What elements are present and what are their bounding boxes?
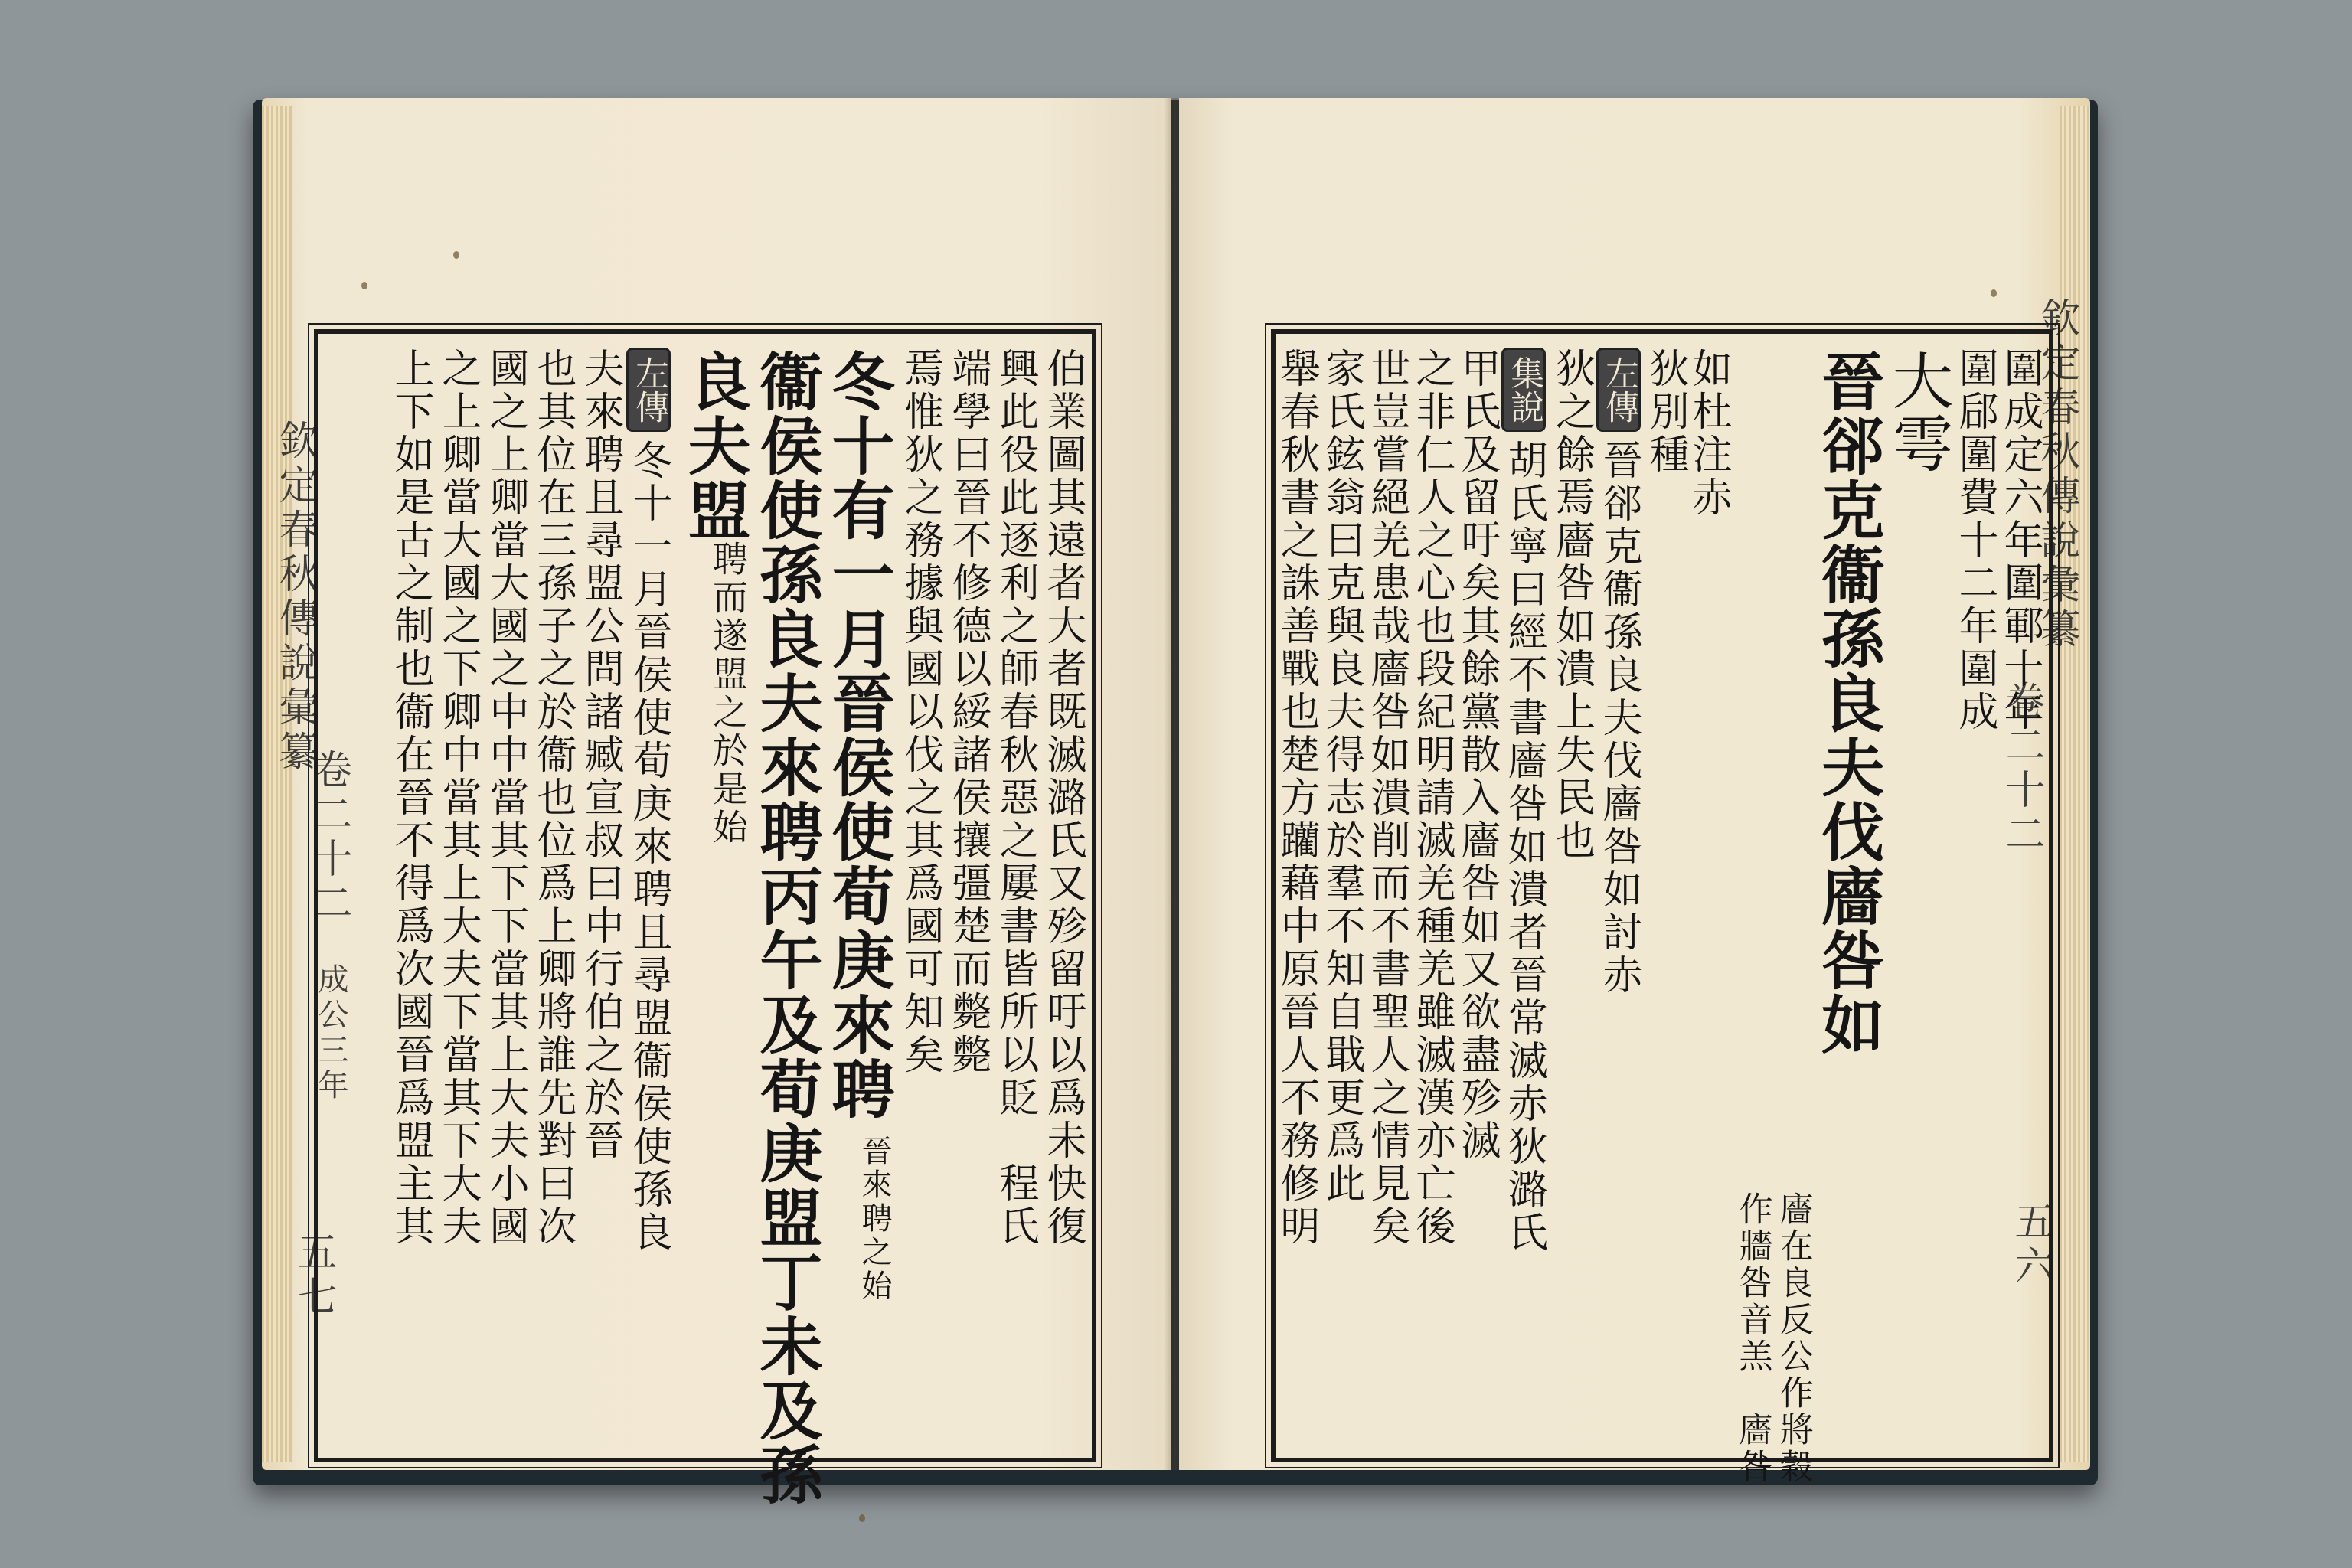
ink-spot xyxy=(453,251,459,259)
left-column-5-main: 冬十有一月晉侯使荀庚來聘 xyxy=(822,349,895,1121)
left-column-7-main: 良夫盟 xyxy=(678,349,751,542)
right-column-5: 廧在良反公作將穀 xyxy=(1773,1191,1813,1485)
left-column-1: 伯業圖其遠者大者既滅潞氏又殄留吁以爲未快復 xyxy=(1040,348,1086,1248)
left-page-number: 五七 xyxy=(290,1231,336,1320)
left-column-7-group xyxy=(678,334,751,1458)
right-margin-title: 欽定春秋傳說彙纂 xyxy=(2034,297,2079,652)
left-column-12: 之上卿當大國之下卿中當其上大夫下當其下大夫 xyxy=(435,348,481,1248)
left-column-5-note: 晉來聘之始 xyxy=(857,1135,892,1303)
zuozhuan-badge: 左傳 xyxy=(1596,348,1641,432)
left-column-7-note: 聘而遂盟之於是始 xyxy=(707,541,749,847)
right-column-1: 圍成定六年圍鄆十年 xyxy=(1997,348,2043,733)
left-chapter-label: 成公三年 xyxy=(313,963,348,1104)
right-column-9: 晉郤克衞孫良夫伐廧咎如討赤 xyxy=(1595,439,1642,997)
right-column-title: 大雩 xyxy=(1882,349,1954,475)
jishuo-badge: 集說 xyxy=(1501,348,1546,432)
right-text-columns xyxy=(1273,334,2049,1485)
right-volume-label: 卷二十二 xyxy=(1998,680,2044,858)
left-text-columns xyxy=(318,334,1092,1507)
ink-spot xyxy=(1991,289,1997,297)
right-page xyxy=(1179,98,2090,1485)
right-column-4-group xyxy=(1811,334,1885,1458)
right-column-9-group xyxy=(1596,334,1642,1458)
right-column-10: 狄之餘焉廧咎如潰上失民也 xyxy=(1548,348,1595,862)
left-page xyxy=(262,98,1171,1507)
right-column-12: 甲氏及留吁矣其餘黨散入廧咎如又欲盡殄滅 xyxy=(1453,348,1500,1162)
right-column-13: 之非仁人之心也段紀明請滅羌種羌雖滅漢亦亡後 xyxy=(1408,348,1455,1248)
left-column-8-group xyxy=(625,334,672,1458)
ink-spot xyxy=(361,282,368,289)
right-column-14: 世豈嘗絕羌患哉廧咎如潰削而不書聖人之情見矣 xyxy=(1364,348,1410,1248)
right-column-2: 圍郈圍費十二年圍成 xyxy=(1952,348,1998,733)
left-volume-label: 卷二十二 xyxy=(305,749,351,926)
right-column-16: 舉春秋書之誅善戰也楚方躪藉中原晉人不務修明 xyxy=(1273,348,1320,1248)
ink-spot xyxy=(859,1514,865,1522)
zuozhuan-badge: 左傳 xyxy=(626,348,671,432)
left-margin-title: 欽定春秋傳說彙纂 xyxy=(272,420,318,775)
right-text-frame xyxy=(1271,329,2053,1485)
left-column-6-main: 衞侯使孫良夫來聘丙午及荀庚盟丁未及孫 xyxy=(750,349,823,1507)
left-column-13: 上下如是古之制也衞在晉不得爲次國晉爲盟主其 xyxy=(387,348,433,1248)
left-text-frame xyxy=(314,329,1096,1507)
left-column-10: 也其位在三孫子之於衞也位爲上卿將誰先對曰次 xyxy=(530,348,576,1248)
right-column-11-group xyxy=(1501,334,1547,1458)
left-column-3: 端學曰晉不修德以綏諸侯攘彊楚而斃斃 xyxy=(945,348,991,1076)
right-column-4-main: 晉郤克衞孫良夫伐廧咎如 xyxy=(1811,349,1885,1057)
right-column-7: 如杜注赤 xyxy=(1685,348,1732,519)
left-column-9: 夫來聘且尋盟公問諸臧宣叔曰中行伯之於晉 xyxy=(577,348,623,1162)
right-column-6: 作牆咎音羔 廧咎 xyxy=(1733,1191,1772,1485)
left-column-5-group xyxy=(822,334,895,1458)
left-column-4: 焉惟狄之務據與國以伐之其爲國可知矣 xyxy=(897,348,943,1076)
right-column-8: 狄別種 xyxy=(1642,348,1689,476)
left-column-11: 國之上卿當大國之中中當其下下當其上大夫小國 xyxy=(482,348,528,1248)
left-column-2: 興此役此逐利之師春秋惡之屢書皆所以貶 程氏 xyxy=(992,348,1038,1248)
left-column-8: 冬十一月晉侯使荀庚來聘且尋盟衞侯使孫良 xyxy=(626,439,671,1254)
right-column-15: 家氏鉉翁曰克與良夫得志於羣不知自戢更爲此 xyxy=(1318,348,1365,1205)
right-page-number: 五六 xyxy=(2007,1200,2053,1289)
right-column-11: 胡氏寧曰經不書廧咎如潰者晉常滅赤狄潞氏 xyxy=(1501,439,1547,1254)
